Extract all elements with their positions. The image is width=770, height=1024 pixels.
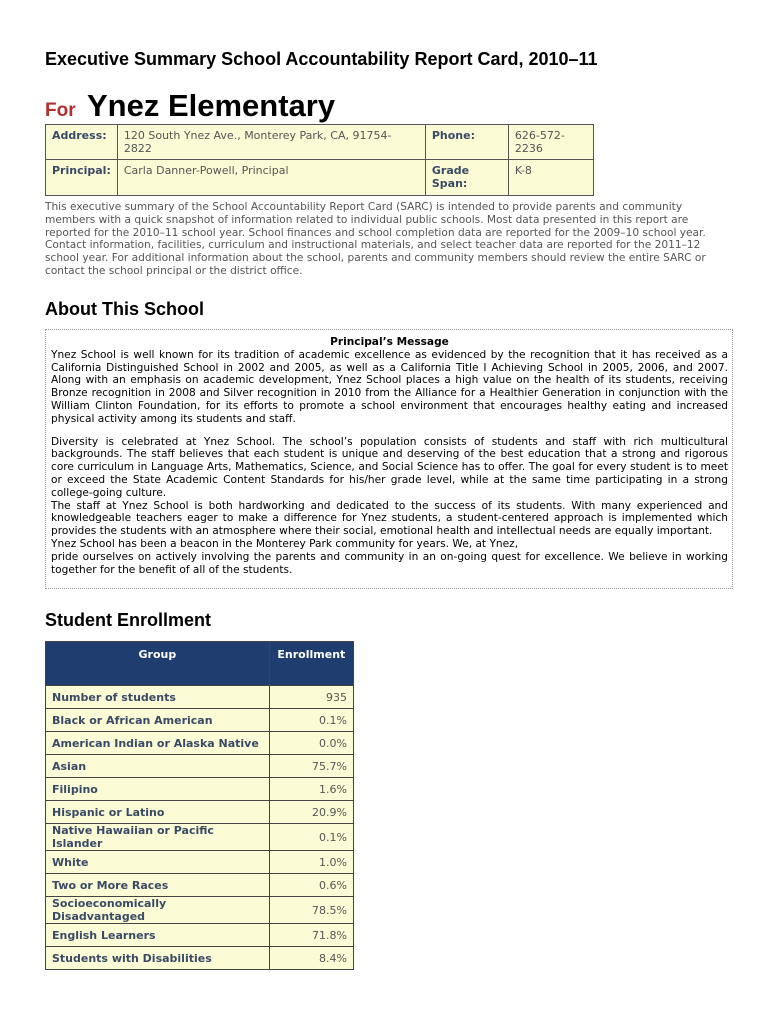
table-row — [46, 778, 354, 801]
message-paragraph: Ynez School is well known for its tradition of academic excellence as evidenced by the recognition that it has received as a California Distinguished School in 2002 and 2005, as well as a California Title I Achieving School in 2005, 2006, and 2007. Along with an emphasis on academic development, Ynez School places a high value on the health of its students, receiving Bronze recognition in 2008 and Silver recognition in 2010 from the Alliance for a Healthier Generation in conjunction with the William Clinton Foundation, for its efforts to promote a school environment that encourages healthy eating and increased physical activity among its students and staff. — [51, 348, 728, 425]
for-label: For — [45, 100, 76, 121]
group-cell: English Learners — [46, 924, 270, 947]
table-row — [46, 924, 354, 947]
group-cell: Number of students — [46, 686, 270, 709]
group-cell: Native Hawaiian or Pacific Islander — [46, 824, 270, 851]
principal-value: Carla Danner-Powell, Principal — [117, 160, 425, 196]
intro-paragraph: This executive summary of the School Accountability Report Card (SARC) is intended to provide parents and community members with a quick snapshot of information related to individual public schools. Most data presented in this report are reported for the 2010–11 school year. School finances and school completion data are reported for the 2009–10 school year. Contact information, facilities, curriculum and instructional materials, and select teacher data are reported for the 2011–12 school year. For additional information about the school, parents and community members should review the entire SARC or contact the school principal or the district office. — [45, 201, 706, 277]
table-row — [46, 897, 354, 924]
table-row — [46, 851, 354, 874]
group-cell: American Indian or Alaska Native — [46, 732, 270, 755]
principal-message-box — [45, 329, 733, 589]
enrollment-value-cell: 78.5% — [269, 897, 353, 924]
enrollment-value-cell: 71.8% — [269, 924, 353, 947]
enrollment-value-cell: 8.4% — [269, 947, 353, 970]
enrollment-column-header: Enrollment — [269, 642, 353, 686]
table-row — [46, 686, 354, 709]
table-row — [46, 874, 354, 897]
enrollment-value-cell: 0.6% — [269, 874, 353, 897]
enrollment-value-cell: 0.1% — [269, 824, 353, 851]
enrollment-value-cell: 20.9% — [269, 801, 353, 824]
group-cell: Students with Disabilities — [46, 947, 270, 970]
grade-span-label: Grade Span: — [425, 160, 508, 196]
school-info-table — [45, 124, 594, 196]
enrollment-table-body — [46, 686, 354, 970]
group-cell: White — [46, 851, 270, 874]
group-column-header: Group — [46, 642, 270, 686]
enrollment-value-cell: 75.7% — [269, 755, 353, 778]
group-cell: Filipino — [46, 778, 270, 801]
message-paragraph: Diversity is celebrated at Ynez School. The school’s population consists of students and staff with rich multicultural backgrounds. The staff believes that each student is unique and deserving of the best education that a strong and rigorous core curriculum in Language Arts, Mathematics, Science, and Social Science has to offer. The goal for every student is to meet or exceed the State Academic Content Standards for his/her grade level, while at the same time participating in a strong college-going culture. — [51, 435, 728, 499]
grade-span-value: K-8 — [508, 160, 593, 196]
phone-label: Phone: — [425, 125, 508, 160]
table-row — [46, 755, 354, 778]
principal-message-heading: Principal’s Message — [330, 336, 449, 348]
message-paragraph: The staff at Ynez School is both hardworking and dedicated to the success of its students. With many experienced and knowledgeable teachers eager to make a difference for Ynez students, a student-centered approach is implemented which provides the students with an atmosphere where their social, emotional health and intellectual needs are equally important. — [51, 499, 728, 538]
enrollment-value-cell: 1.0% — [269, 851, 353, 874]
group-cell: Socioeconomically Disadvantaged — [46, 897, 270, 924]
enrollment-header-row — [46, 642, 354, 686]
enrollment-table — [45, 641, 354, 970]
enrollment-value-cell: 0.0% — [269, 732, 353, 755]
phone-value: 626-572-2236 — [508, 125, 593, 160]
message-paragraph: pride ourselves on actively involving the parents and community in an on-going quest for excellence. We believe in working together for the benefit of all of the students. — [51, 550, 728, 576]
table-row — [46, 732, 354, 755]
table-row — [46, 709, 354, 732]
enrollment-value-cell: 0.1% — [269, 709, 353, 732]
table-row — [46, 824, 354, 851]
info-row-address — [46, 125, 594, 160]
enrollment-heading: Student Enrollment — [45, 610, 211, 630]
group-cell: Black or African American — [46, 709, 270, 732]
page-title: Executive Summary School Accountability Report Card, 2010–11 — [45, 49, 598, 69]
enrollment-value-cell: 935 — [269, 686, 353, 709]
table-row — [46, 801, 354, 824]
group-cell: Hispanic or Latino — [46, 801, 270, 824]
message-paragraph: Ynez School has been a beacon in the Monterey Park community for years. We, at Ynez, — [51, 537, 519, 550]
about-heading: About This School — [45, 299, 204, 319]
enrollment-value-cell: 1.6% — [269, 778, 353, 801]
address-label: Address: — [46, 125, 118, 160]
group-cell: Two or More Races — [46, 874, 270, 897]
info-row-principal — [46, 160, 594, 196]
school-name: Ynez Elementary — [87, 88, 336, 123]
principal-label: Principal: — [46, 160, 118, 196]
address-value: 120 South Ynez Ave., Monterey Park, CA, 91754-2822 — [117, 125, 425, 160]
table-row — [46, 947, 354, 970]
group-cell: Asian — [46, 755, 270, 778]
